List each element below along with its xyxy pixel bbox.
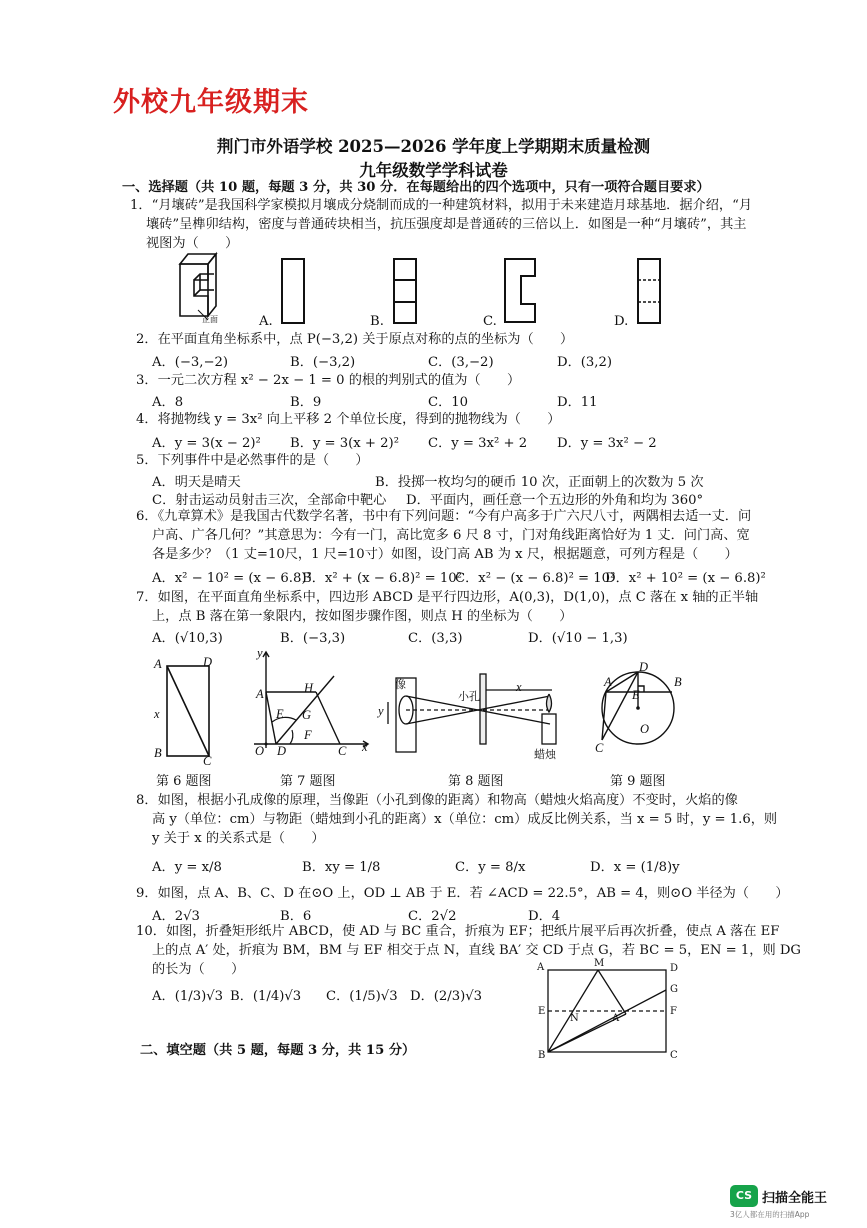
fig7-label-y: y [257, 646, 263, 660]
fig7-label-a: A [256, 687, 264, 701]
fig8-label-image: 像 [395, 678, 406, 691]
camscanner-tagline: 3亿人都在用的扫描App [730, 1210, 810, 1219]
q5-option-b[interactable]: B．投掷一枚均匀的硬币 10 次，正面朝上的次数为 5 次 [375, 475, 704, 490]
fig6-label-x: x [154, 707, 160, 721]
fig10-label-g: G [670, 984, 678, 995]
q6-option-a[interactable]: A．x² − 10² = (x − 6.8)² [152, 571, 312, 586]
fig10-label-b: B [538, 1050, 546, 1061]
q4-option-b[interactable]: B．y = 3(x + 2)² [290, 436, 399, 451]
q7-option-d[interactable]: D．(√10 − 1,3) [528, 631, 628, 646]
q1-option-d[interactable]: D. [614, 314, 629, 329]
q9-option-d[interactable]: D．4 [528, 909, 561, 924]
q6-option-c[interactable]: C．x² − (x − 6.8)² = 10² [455, 571, 616, 586]
fig10-label-a-prime: A′ [612, 1013, 622, 1024]
fig7-label-h: H [304, 681, 314, 695]
q3-stem: 3．一元二次方程 x² − 2x − 1 = 0 的根的判别式的值为（ ） [136, 373, 521, 388]
camscanner-name: 扫描全能王 [762, 1190, 828, 1206]
fig6-label-b: B [154, 746, 162, 760]
q8-line2: 高 y（单位：cm）与物距（蜡烛到小孔的距离）x（单位：cm）成反比例关系，当 x = 5 时，y = 1.6，则 [152, 812, 778, 827]
q1-option-c-shape [504, 258, 540, 324]
q2-option-d[interactable]: D．(3,2) [557, 355, 613, 370]
red-stamp-title: 外校九年级期末 [113, 87, 309, 118]
q3-option-d[interactable]: D．11 [557, 395, 598, 410]
q4-stem: 4．将抛物线 y = 3x² 向上平移 2 个单位长度，得到的抛物线为（ ） [136, 412, 561, 427]
q1-option-a-shape [281, 258, 307, 324]
fig9-label-c: C [595, 741, 604, 755]
q9-option-c[interactable]: C．2√2 [408, 909, 457, 924]
q2-option-b[interactable]: B．(−3,2) [290, 355, 356, 370]
q3-option-b[interactable]: B．9 [290, 395, 322, 410]
q9-option-b[interactable]: B．6 [280, 909, 312, 924]
fig10-label-a: A [537, 962, 545, 973]
q6-option-b[interactable]: B．x² + (x − 6.8)² = 10² [302, 571, 462, 586]
q3-option-a[interactable]: A．8 [152, 395, 184, 410]
fig8-label-candle: 蜡烛 [534, 748, 556, 761]
section-1-heading: 一、选择题（共 10 题，每题 3 分，共 30 分．在每题给出的四个选项中，只有一项符合题目要求） [122, 180, 710, 195]
fig8-caption: 第 8 题图 [448, 774, 504, 789]
fig10-label-n: N [570, 1013, 579, 1024]
q5-option-c[interactable]: C．射击运动员射击三次，全部命中靶心 [152, 493, 387, 508]
q10-line2: 上的点 A′ 处，折痕为 BM，BM 与 EF 相交于点 N，直线 BA′ 交 CD 于点 G，若 BC = 5，EN = 1，则 DG [152, 943, 801, 958]
fig7-label-c: C [338, 744, 347, 758]
q4-option-d[interactable]: D．y = 3x² − 2 [557, 436, 657, 451]
exam-subtitle: 九年级数学学科试卷 [359, 161, 508, 180]
q1-line1: 1．“月壤砖”是我国科学家模拟月壤成分烧制而成的一种建筑材料，拟用于未来建造月球基地．据介绍，“月 [130, 198, 753, 213]
q4-option-c[interactable]: C．y = 3x² + 2 [428, 436, 528, 451]
exam-title: 荆门市外语学校 2025—2026 学年度上学期期末质量检测 [216, 137, 651, 156]
q1-option-b-shape [393, 258, 419, 324]
fig7-label-d: D [277, 744, 287, 758]
fig9-label-a: A [604, 675, 612, 689]
q7-option-a[interactable]: A．(√10,3) [152, 631, 223, 646]
fig10-label-f: F [670, 1006, 677, 1017]
q6-line3: 各是多少？（1 丈=10尺，1 尺=10寸）如图，设门高 AB 为 x 尺，根据题意，可列方程是（ ） [152, 547, 738, 562]
q10-line1: 10．如图，折叠矩形纸片 ABCD，使 AD 与 BC 重合，折痕为 EF；把纸片展平后再次折叠，使点 A 落在 EF [136, 924, 780, 939]
fig6-caption: 第 6 题图 [156, 774, 212, 789]
q10-option-a[interactable]: A．(1/3)√3 [152, 989, 224, 1004]
q9-stem: 9．如图，点 A、B、C、D 在⊙O 上，OD ⊥ AB 于 E．若 ∠ACD = 22.5°，AB = 4，则⊙O 半径为（ ） [136, 886, 789, 901]
q1-option-a[interactable]: A. [259, 314, 273, 329]
q4-option-a[interactable]: A．y = 3(x − 2)² [152, 436, 261, 451]
fig6-door-diagram [165, 664, 215, 760]
q7-option-b[interactable]: B．(−3,3) [280, 631, 346, 646]
fig10-label-c: C [670, 1050, 678, 1061]
q5-option-a[interactable]: A．明天是晴天 [152, 475, 241, 490]
q1-line3: 视图为（ ） [146, 236, 239, 251]
fig8-label-hole: 小孔 [458, 690, 480, 703]
q2-option-a[interactable]: A．(−3,−2) [152, 355, 229, 370]
fig7-label-x: x [362, 740, 368, 754]
fig9-label-e: E [632, 688, 640, 702]
q10-option-c[interactable]: C．(1/5)√3 [326, 989, 398, 1004]
q1-option-b[interactable]: B. [370, 314, 384, 329]
camscanner-watermark [730, 1185, 855, 1220]
fig9-label-b: B [674, 675, 682, 689]
q10-option-b[interactable]: B．(1/4)√3 [230, 989, 302, 1004]
q8-option-a[interactable]: A．y = x/8 [152, 860, 222, 875]
fig7-caption: 第 7 题图 [280, 774, 336, 789]
fig8-label-x: x [516, 680, 522, 694]
fig10-label-m: M [594, 958, 605, 969]
fig9-label-o: O [640, 722, 650, 736]
front-label: 正面 [202, 315, 218, 324]
q1-line2: 壤砖”呈榫卯结构，密度与普通砖块相当，抗压强度却是普通砖的三倍以上．如图是一种“月壤砖”，其主 [146, 217, 747, 232]
fig8-pinhole-diagram [382, 664, 562, 758]
q3-option-c[interactable]: C．10 [428, 395, 469, 410]
fig8-label-y: y [378, 704, 384, 718]
q7-option-c[interactable]: C．(3,3) [408, 631, 463, 646]
q10-option-d[interactable]: D．(2/3)√3 [410, 989, 483, 1004]
fig7-label-o: O [255, 744, 265, 758]
camscanner-logo-icon: CS [730, 1185, 758, 1207]
fig10-label-e: E [538, 1006, 546, 1017]
q7-line1: 7．如图，在平面直角坐标系中，四边形 ABCD 是平行四边形，A(0,3)，D(1,0)，点 C 落在 x 轴的正半轴 [136, 590, 759, 605]
q6-line2: 户高、广各几何？”其意思为：今有一门，高比宽多 6 尺 8 寸，门对角线距离恰好为 1 丈．问门高、宽 [152, 528, 750, 543]
fig10-label-d: D [670, 963, 679, 974]
fig9-label-d: D [639, 660, 649, 674]
q10-line3: 的长为（ ） [152, 962, 245, 977]
fig7-label-f: F [304, 728, 312, 742]
section-2-heading: 二、填空题（共 5 题，每题 3 分，共 15 分） [140, 1043, 416, 1058]
fig7-label-e: E [276, 707, 284, 721]
q7-line2: 上，点 B 落在第一象限内，按如图步骤作图，则点 H 的坐标为（ ） [152, 609, 573, 624]
q2-option-c[interactable]: C．(3,−2) [428, 355, 494, 370]
fig6-label-a: A [154, 657, 162, 671]
q1-option-c[interactable]: C. [483, 314, 497, 329]
q5-stem: 5．下列事件中是必然事件的是（ ） [136, 453, 369, 468]
fig7-label-g: G [302, 708, 312, 722]
fig10-folding-diagram [544, 964, 670, 1058]
q6-option-d[interactable]: D．x² + 10² = (x − 6.8)² [605, 571, 766, 586]
q1-option-d-shape [637, 258, 663, 324]
fig9-caption: 第 9 题图 [610, 774, 666, 789]
q8-line3: y 关于 x 的关系式是（ ） [152, 831, 325, 846]
q2-stem: 2．在平面直角坐标系中，点 P(−3,2) 关于原点对称的点的坐标为（ ） [136, 332, 574, 347]
q8-option-c[interactable]: C．y = 8/x [455, 860, 526, 875]
q6-line1: 6．《九章算术》是我国古代数学名著，书中有下列问题：“今有户高多于广六尺八寸，两隅相去适一丈．问 [136, 509, 752, 524]
q8-option-d[interactable]: D．x = (1/8)y [590, 860, 680, 875]
q9-option-a[interactable]: A．2√3 [152, 909, 200, 924]
q5-option-d[interactable]: D．平面内，画任意一个五边形的外角和均为 360° [406, 493, 704, 508]
fig6-label-c: C [203, 754, 212, 768]
fig6-label-d: D [203, 655, 213, 669]
q8-line1: 8．如图，根据小孔成像的原理，当像距（小孔到像的距离）和物高（蜡烛火焰高度）不变时，火焰的像 [136, 793, 738, 808]
q8-option-b[interactable]: B．xy = 1/8 [302, 860, 381, 875]
